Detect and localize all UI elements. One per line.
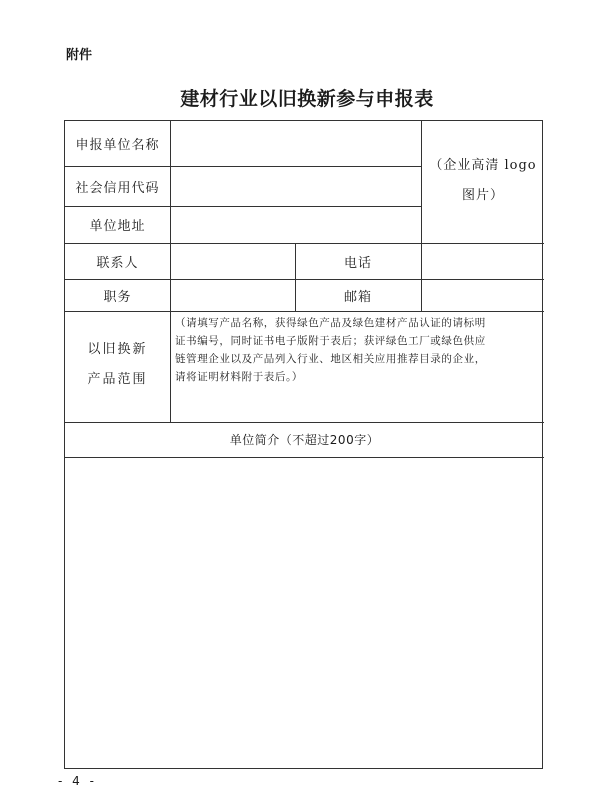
credit-code-field[interactable]: [171, 167, 421, 206]
phone-label: 电话: [343, 255, 372, 271]
position-field[interactable]: [171, 280, 295, 311]
attachment-label: 附件: [66, 48, 93, 63]
logo-hint-line2: 图片）: [461, 188, 504, 203]
instruction-line: 证书编号，同时证书电子版附于表后；获评绿色工厂或绿色供应: [175, 335, 486, 347]
application-form: [64, 120, 543, 769]
product-scope-instructions[interactable]: [175, 314, 541, 386]
instruction-line: 链管理企业以及产品列入行业、地区相关应用推荐目录的企业，: [175, 353, 486, 365]
instruction-line: 请将证明材料附于表后。）: [175, 371, 303, 383]
email-label: 邮箱: [343, 289, 372, 305]
contact-field[interactable]: [171, 244, 295, 279]
instruction-line: （请填写产品名称，获得绿色产品及绿色建材产品认证的请标明: [175, 317, 486, 329]
address-label: 单位地址: [89, 219, 146, 234]
page-number: - 4 -: [58, 774, 97, 788]
product-scope-label-line2: 产品范围: [87, 372, 148, 387]
unit-name-field[interactable]: [171, 121, 421, 166]
address-field[interactable]: [171, 207, 421, 243]
email-field[interactable]: [422, 280, 543, 311]
company-intro-field[interactable]: [65, 458, 543, 768]
logo-hint-line1: （企业高清 logo: [429, 158, 537, 173]
logo-placeholder[interactable]: [422, 151, 544, 211]
row-divider: [65, 311, 544, 312]
product-scope-label-line1: 以旧换新: [87, 342, 148, 357]
contact-label: 联系人: [96, 255, 139, 271]
phone-field[interactable]: [422, 244, 543, 279]
product-scope-label: [65, 335, 170, 395]
unit-name-label: 申报单位名称: [75, 138, 160, 153]
page-title: 建材行业以旧换新参与申报表: [180, 88, 434, 110]
company-intro-heading: 单位简介（不超过200字）: [229, 433, 380, 447]
credit-code-label: 社会信用代码: [75, 180, 160, 196]
position-label: 职务: [103, 289, 132, 305]
